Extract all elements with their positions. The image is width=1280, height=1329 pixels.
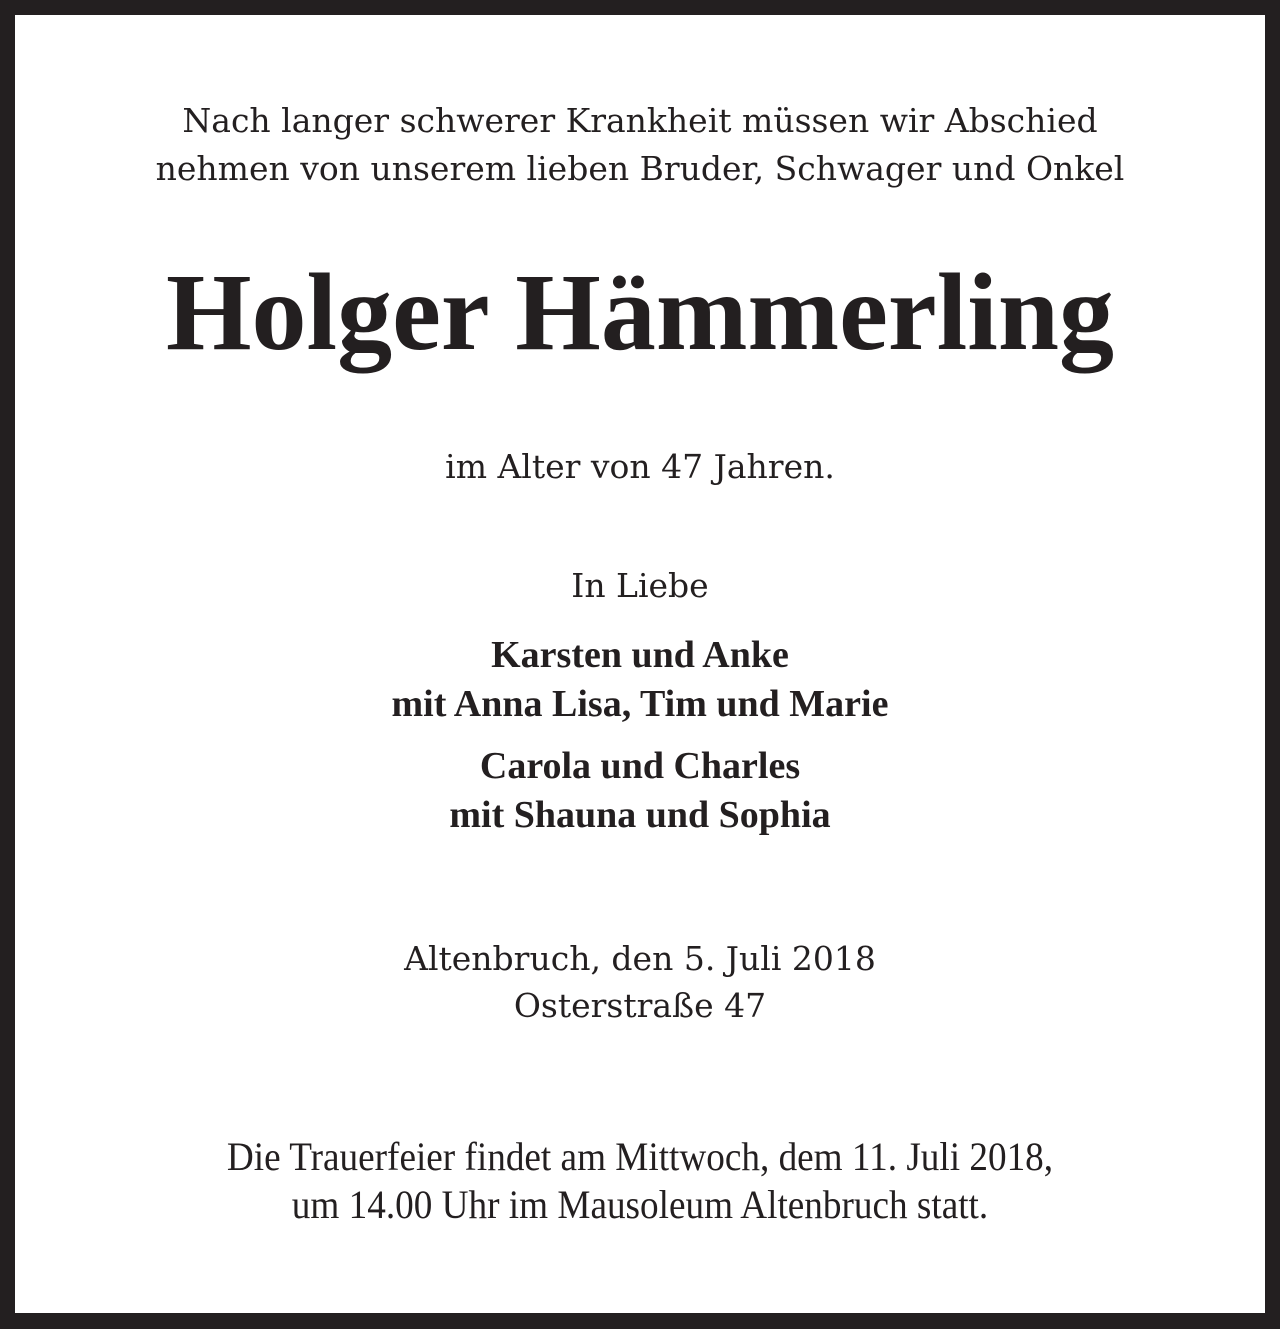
funeral-service-info: [59, 1133, 1222, 1229]
mourner-group-2: [15, 742, 1265, 840]
age-text: im Alter von 47 Jahren.: [445, 447, 835, 486]
mourner-line: mit Shauna und Sophia: [449, 794, 831, 836]
closing-text: In Liebe: [571, 566, 709, 605]
mourner-line: Karsten und Anke: [491, 634, 789, 676]
intro-line-2: nehmen von unserem lieben Bruder, Schwager und Onkel: [155, 149, 1125, 188]
mourner-line: mit Anna Lisa, Tim und Marie: [391, 683, 889, 725]
intro-line-1: Nach langer schwerer Krankheit müssen wir Abschied: [182, 101, 1098, 140]
service-line-2: um 14.00 Uhr im Mausoleum Altenbruch statt.: [291, 1182, 989, 1227]
place-and-address: [15, 935, 1265, 1029]
place-date: Altenbruch, den 5. Juli 2018: [404, 939, 876, 978]
deceased-name: Holger Hämmerling: [165, 251, 1115, 373]
address: Osterstraße 47: [513, 986, 767, 1025]
mourner-group-1: [15, 631, 1265, 729]
service-line-1: Die Trauerfeier findet am Mittwoch, dem 11. Juli 2018,: [226, 1134, 1054, 1179]
intro-text: [15, 97, 1265, 193]
obituary-notice: [15, 15, 1265, 1313]
mourner-line: Carola und Charles: [479, 745, 801, 787]
